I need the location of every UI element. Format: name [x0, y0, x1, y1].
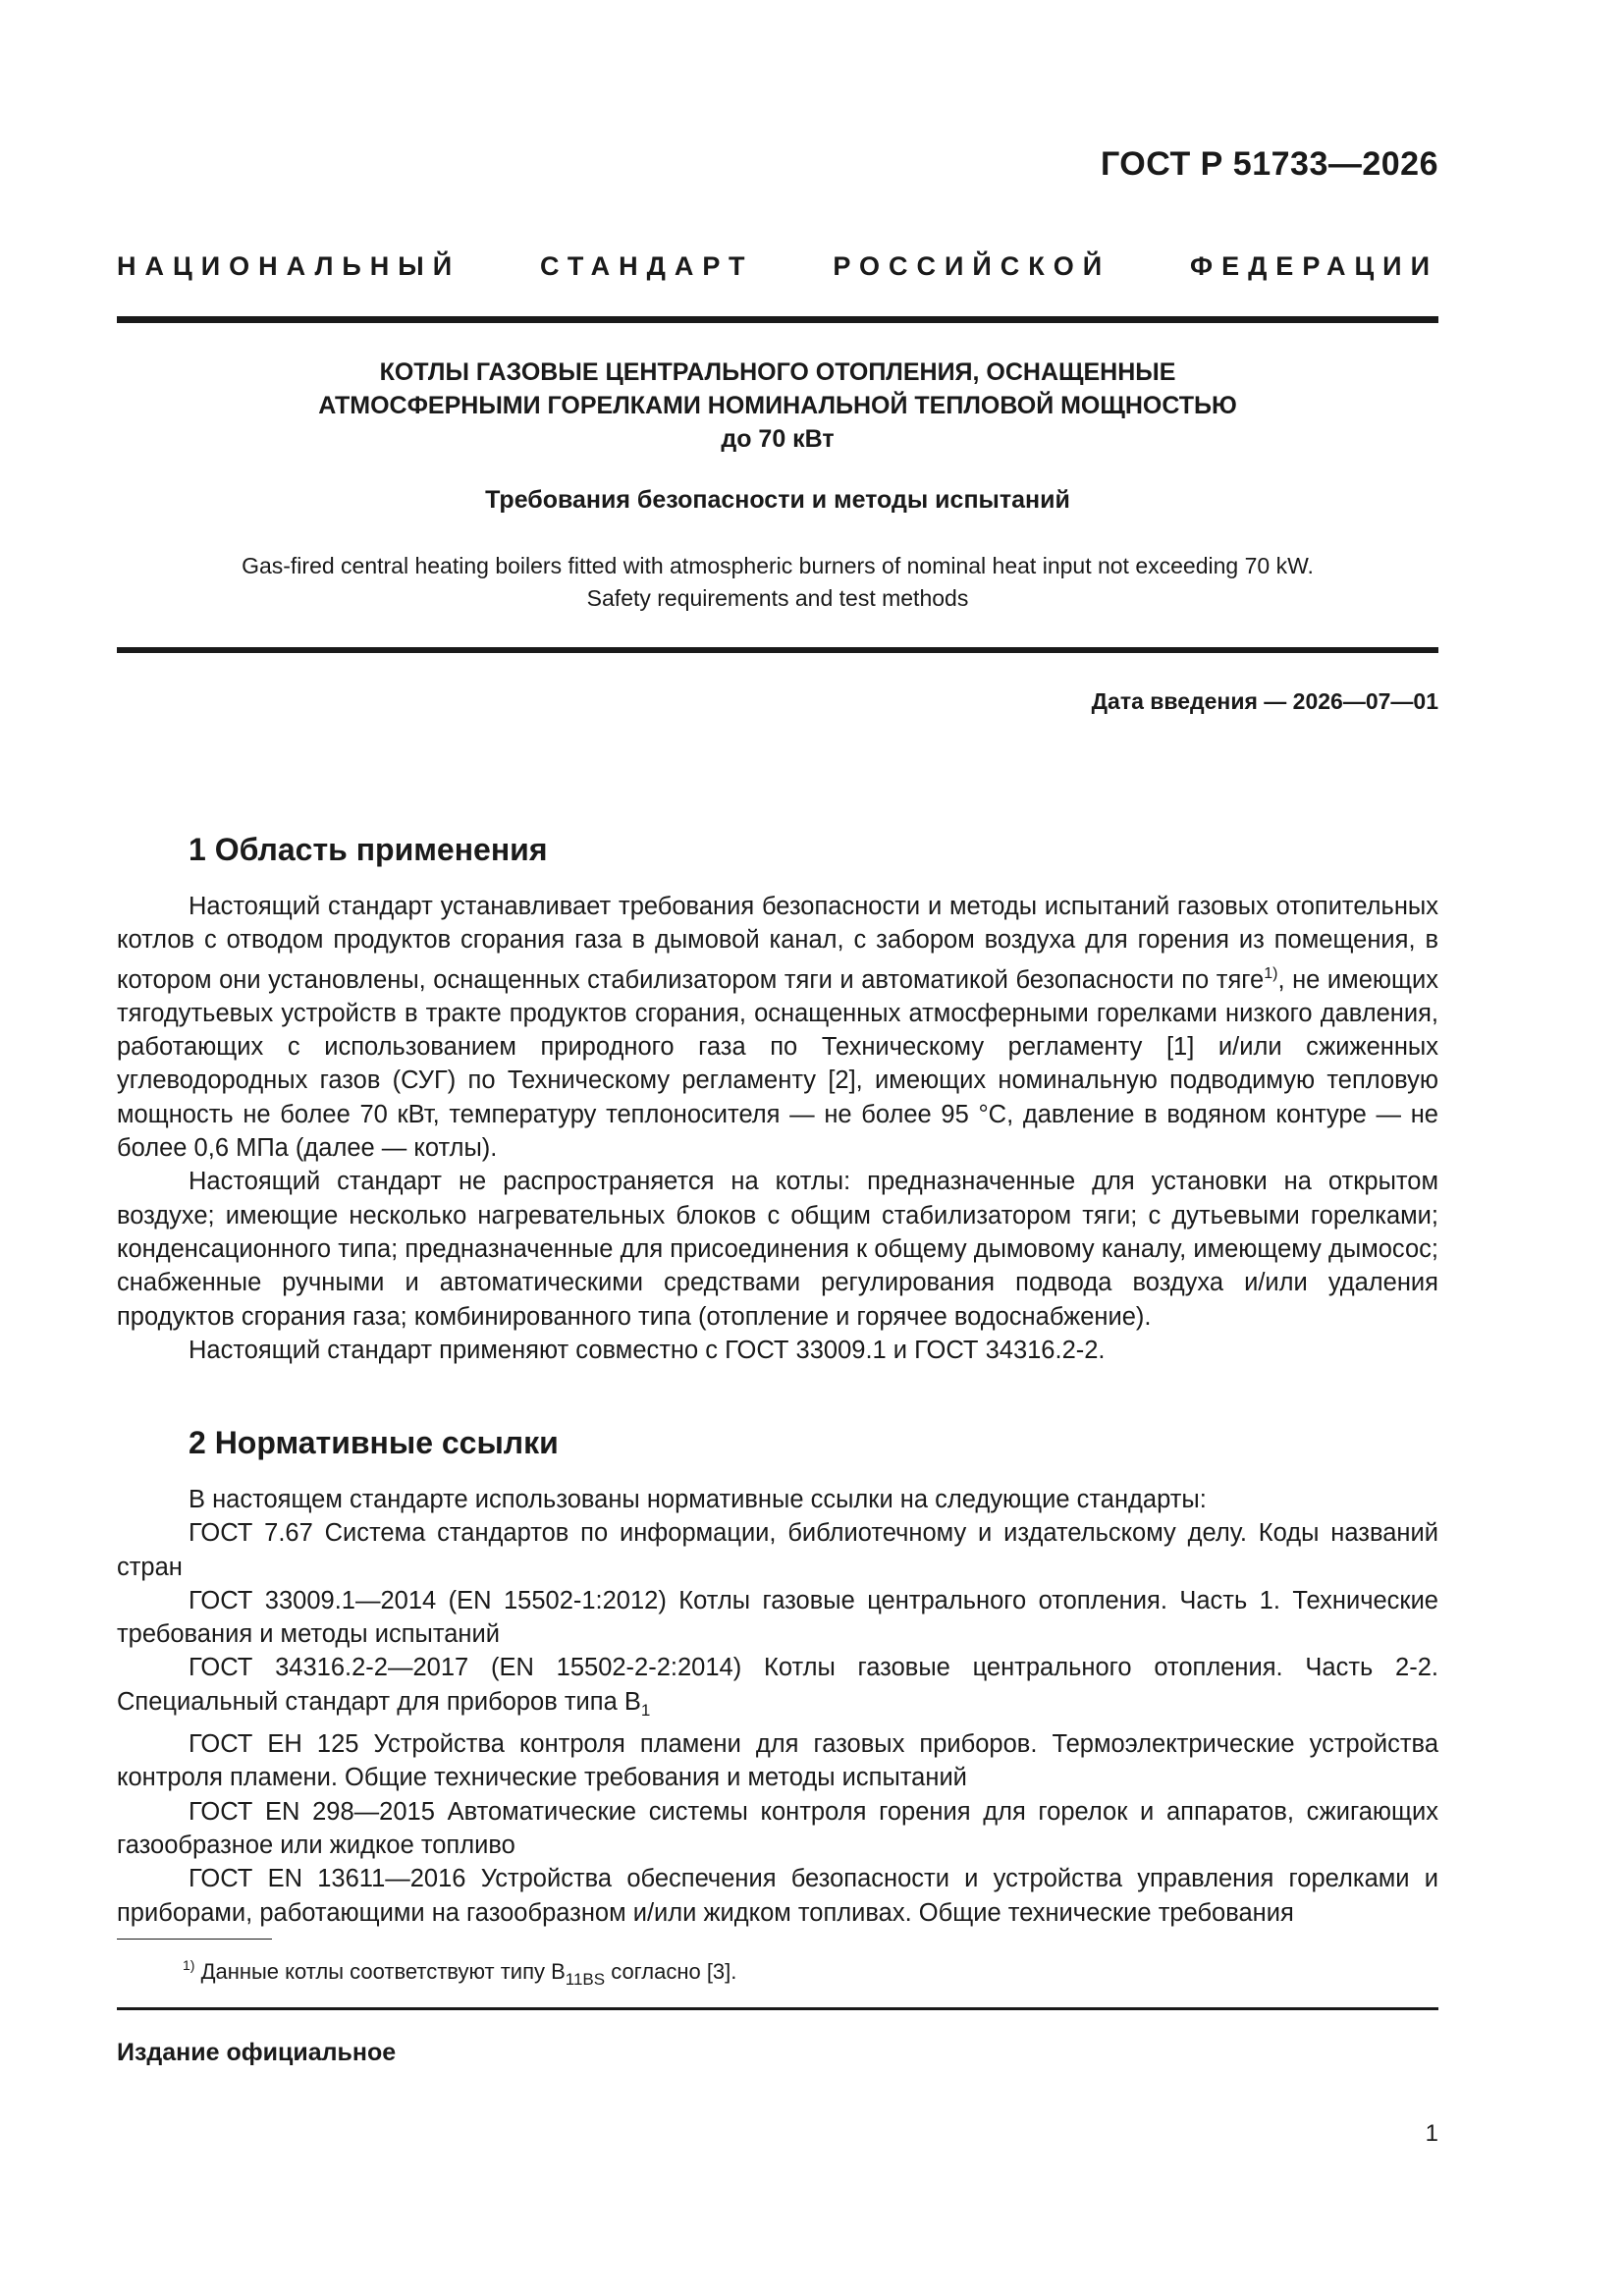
standard-designation: ГОСТ Р 51733—2026: [1100, 145, 1438, 183]
title-line-1: КОТЛЫ ГАЗОВЫЕ ЦЕНТРАЛЬНОГО ОТОПЛЕНИЯ, ОСНАЩЕННЫЕ: [379, 358, 1176, 386]
header-rule: [117, 316, 1438, 323]
section-1-paragraph-2: Настоящий стандарт не распространяется на котлы: предназначенные для установки на открытом воздухе; имеющие несколько нагревательных блоков с общим стабилизатором тяги; с дутьевыми горелками; конденсационного типа; предназначенные для присоединения к общему дымовому каналу, имеющему дымосос; снабженные ручными и автоматическими средствами регулирования подвода воздуха и/или удаления продуктов сгорания газа; комбинированного типа (отопление и горячее водоснабжение).: [117, 1168, 1438, 1331]
edition-label: Издание официальное: [117, 2039, 397, 2066]
introduction-date: Дата введения — 2026—07—01: [1091, 688, 1438, 714]
page-number: 1: [1425, 2120, 1438, 2147]
section-2-heading: 2 Нормативные ссылки: [189, 1425, 559, 1460]
footnote: $^{1)}$ Данные котлы соответствуют типу $B_{11BS}$ согласно [3].: [183, 1957, 737, 1989]
footnote-separator: [117, 1939, 272, 1940]
title-rule: [117, 647, 1438, 653]
english-title-line-1: Gas-fired central heating boilers fitted with atmospheric burners of nominal heat input not exceeding 70 kW.: [242, 553, 1314, 578]
reference-item: ГОСТ EN 13611—2016 Устройства обеспечения безопасности и устройства управления горелками и приборами, работающими на газообразном и/или жидком топливах. Общие технические требования: [117, 1865, 1438, 1927]
title-line-3: до 70 кВт: [721, 425, 835, 453]
footer-rule: [117, 2007, 1438, 2010]
reference-item: ГОСТ 34316.2-2—2017 (EN 15502-2-2:2014) Котлы газовые центрального отопления. Часть 2-2. Специальный стандарт для приборов типа $B_1$: [117, 1654, 1438, 1720]
reference-item: ГОСТ 7.67 Система стандартов по информации, библиотечному и издательскому делу. Коды названий стран: [117, 1519, 1438, 1581]
section-1-body: [117, 890, 1438, 1367]
reference-item: ГОСТ 33009.1—2014 (EN 15502-1:2012) Котлы газовые центрального отопления. Часть 1. Технические требования и методы испытаний: [117, 1586, 1438, 1649]
english-title-line-2: Safety requirements and test methods: [586, 585, 969, 611]
title-line-2: АТМОСФЕРНЫМИ ГОРЕЛКАМИ НОМИНАЛЬНОЙ ТЕПЛОВОЙ МОЩНОСТЬЮ: [318, 392, 1237, 419]
section-1-paragraph-3: Настоящий стандарт применяют совместно с ГОСТ 33009.1 и ГОСТ 34316.2-2.: [189, 1336, 1106, 1364]
section-2-intro: В настоящем стандарте использованы нормативные ссылки на следующие стандарты:: [189, 1486, 1207, 1513]
english-title: [117, 550, 1438, 615]
section-2-body: [117, 1483, 1438, 1930]
section-1-heading: 1 Область применения: [189, 832, 548, 867]
footnote-reference[interactable]: 1): [1264, 964, 1278, 982]
section-1-paragraph-1: Настоящий стандарт устанавливает требования безопасности и методы испытаний газовых отопительных котлов с отводом продуктов сгорания газа в дымовой канал, с забором воздуха для горения из помещения, в котором они установлены, оснащенных стабилизатором тяги и автоматикой безопасности по тяге$^{1)}$, не имеющих тягодутьевых устройств в тракте продуктов сгорания, оснащенных атмосферными горелками низкого давления, работающих с использованием природного газа по Техническому регламенту [1] и/или сжиженных углеводородных газов (СУГ) по Техническому регламенту [2], имеющих номинальную подводимую тепловую мощность не более 70 кВт, температуру теплоносителя — не более 95 °С, давление в водяном контуре — не более 0,6 МПа (далее — котлы).: [117, 893, 1438, 1163]
reference-item: ГОСТ EN 298—2015 Автоматические системы контроля горения для горелок и аппаратов, сжигающих газообразное или жидкое топливо: [117, 1797, 1438, 1859]
footnote-mark: 1): [183, 1957, 195, 1973]
document-title: [117, 355, 1438, 456]
national-standard-banner: НАЦИОНАЛЬНЫЙ СТАНДАРТ РОССИЙСКОЙ ФЕДЕРАЦИИ: [117, 251, 1438, 281]
reference-item: ГОСТ ЕН 125 Устройства контроля пламени для газовых приборов. Термоэлектрические устройства контроля пламени. Общие технические требования и методы испытаний: [117, 1730, 1438, 1792]
document-subtitle: Требования безопасности и методы испытаний: [485, 486, 1070, 514]
